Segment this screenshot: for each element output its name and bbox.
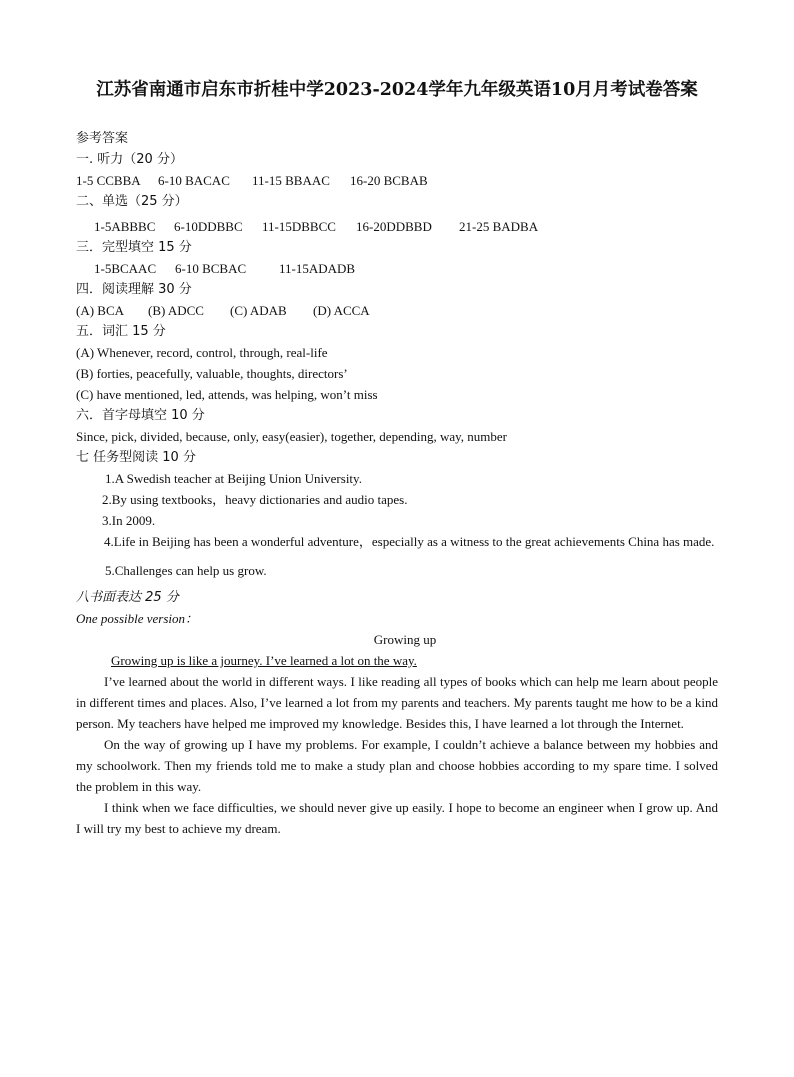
answer-group: 1-5BCAAC <box>94 261 157 276</box>
answer-group: 6-10DDBBC <box>174 219 243 234</box>
answer-group: 11-15ADADB <box>279 261 356 276</box>
section-cloze-answers <box>76 258 718 279</box>
essay-paragraph-3: I think when we face difficulties, we should never give up easily. I hope to become an engineer when I grow up. And I will try my best to achieve my dream. <box>76 800 718 836</box>
section-reading-answers <box>76 300 718 321</box>
vocabulary-line-a: (A) Whenever, record, control, through, real-life <box>76 345 328 360</box>
answer-group: 1-5ABBBC <box>94 219 156 234</box>
section-initial-letter-heading: 六．首字母填空 10 分 <box>76 408 205 423</box>
task-reading-item-5: 5.Challenges can help us grow. <box>105 563 267 578</box>
section-reading-heading: 四．阅读理解 30 分 <box>76 282 192 297</box>
section-listening-heading: 一. 听力（20 分） <box>76 152 183 167</box>
task-reading-item-3: 3.In 2009. <box>102 513 156 528</box>
answer-content <box>76 128 718 839</box>
answer-group: 21-25 BADBA <box>459 219 539 234</box>
initial-letter-answers: Since, pick, divided, because, only, easy(easier), together, depending, way, number <box>76 429 507 444</box>
section-vocabulary-heading: 五．词汇 15 分 <box>76 324 166 339</box>
answer-group: (C) ADAB <box>230 303 287 318</box>
answer-group: (A) BCA <box>76 303 125 318</box>
answer-group: (B) ADCC <box>148 303 204 318</box>
answer-group: 6-10 BCBAC <box>175 261 247 276</box>
section-single-choice-answers <box>76 216 718 237</box>
answer-group: 16-20DDBBD <box>356 219 432 234</box>
essay-first-line-text: Growing up is like a journey. I’ve learned a lot on the way. <box>111 653 417 668</box>
answer-group: 6-10 BACAC <box>158 173 230 188</box>
essay-paragraph-2: On the way of growing up I have my problems. For example, I couldn’t achieve a balance between my hobbies and my schoolwork. Then my friends told me to make a study plan and choose hobbies according to my spare time. I solved the problem in this way. <box>76 737 718 794</box>
vocabulary-line-c: (C) have mentioned, led, attends, was helping, won’t miss <box>76 387 378 402</box>
answer-group: 11-15 BBAAC <box>252 173 330 188</box>
section-writing-heading: 八书面表达 25 分 <box>76 590 179 605</box>
essay-title: Growing up <box>373 632 437 647</box>
essay-first-line <box>76 650 718 671</box>
answer-group: (D) ACCA <box>313 303 370 318</box>
possible-version-label: One possible version： <box>76 611 199 626</box>
document-title: 江苏省南通市启东市折桂中学2023-2024学年九年级英语10月月考试卷答案 <box>96 80 698 100</box>
task-reading-item-2: 2.By using textbooks，heavy dictionaries and audio tapes. <box>102 492 408 507</box>
section-single-choice-heading: 二、单选（25 分） <box>76 194 188 209</box>
answer-group: 16-20 BCBAB <box>350 173 428 188</box>
answer-group: 1-5 CCBBA <box>76 173 141 188</box>
reference-answers-label: 参考答案 <box>76 131 129 146</box>
vocabulary-line-b: (B) forties, peacefully, valuable, thoughts, directors’ <box>76 366 348 381</box>
essay-paragraph-1: I’ve learned about the world in different ways. I like reading all types of books which can help me learn about people in different times and places. Also, I’ve learned a lot from my parents and teachers. My parents taught me how to be a kind person. My teachers have helped me improved my knowledge. Besides this, I have learned a lot through the Internet. <box>76 674 718 731</box>
task-reading-item-1: 1.A Swedish teacher at Beijing Union University. <box>105 471 362 486</box>
task-reading-item-4: 4.Life in Beijing has been a wonderful adventure，especially as a witness to the great achievements China has made. <box>104 534 715 549</box>
answer-group: 11-15DBBCC <box>262 219 336 234</box>
section-task-reading-heading: 七 任务型阅读 10 分 <box>76 450 196 465</box>
section-listening-answers <box>76 170 718 191</box>
section-cloze-heading: 三．完型填空 15 分 <box>76 240 192 255</box>
